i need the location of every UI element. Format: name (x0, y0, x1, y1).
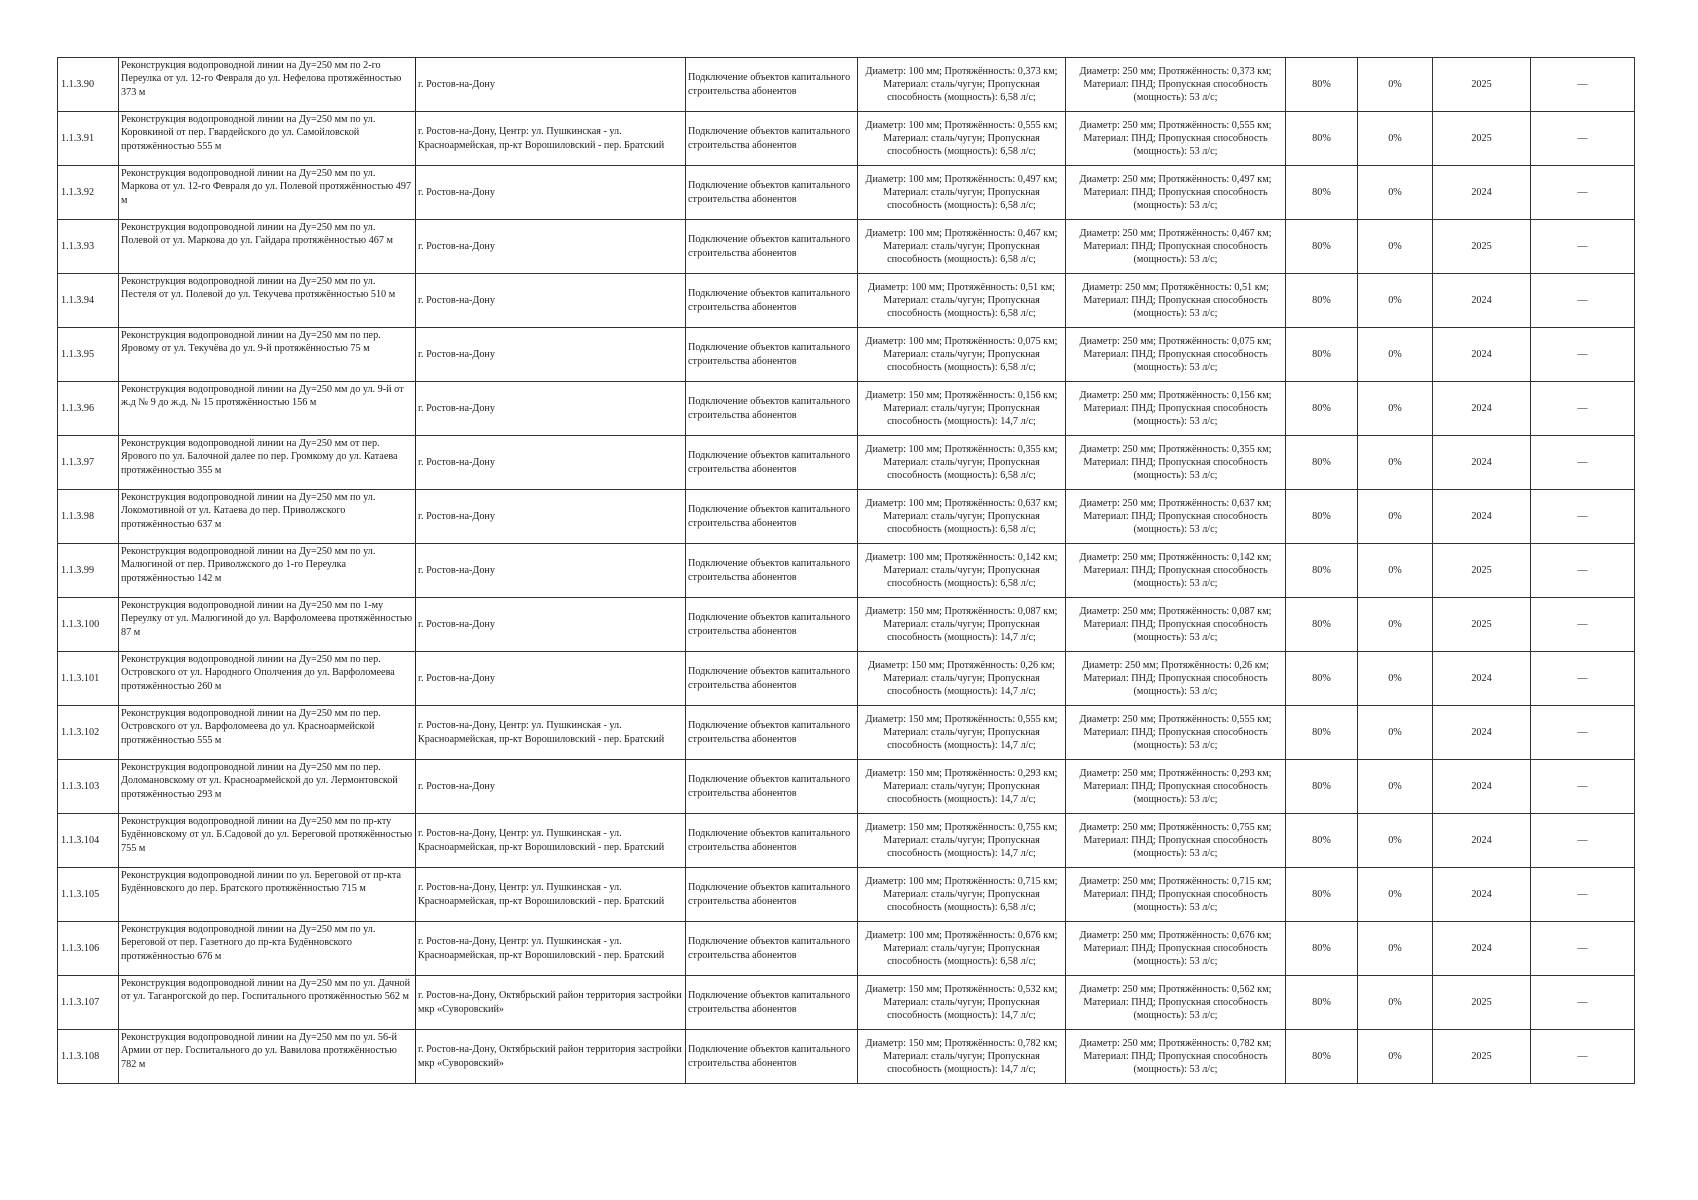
cell-wear-after: 0% (1358, 58, 1433, 112)
cell-params-before: Диаметр: 150 мм; Протяжённость: 0,782 км; Материал: сталь/чугун; Пропускная способность (мощность): 14,7 л/с; (858, 1030, 1066, 1084)
cell-params-before: Диаметр: 100 мм; Протяжённость: 0,373 км; Материал: сталь/чугун; Пропускная способность (мощность): 6,58 л/с; (858, 58, 1066, 112)
cell-params-after: Диаметр: 250 мм; Протяжённость: 0,467 км; Материал: ПНД; Пропускная способность (мощность): 53 л/с; (1066, 220, 1286, 274)
cell-wear-after: 0% (1358, 814, 1433, 868)
cell-number: 1.1.3.98 (58, 490, 119, 544)
cell-params-before: Диаметр: 100 мм; Протяжённость: 0,355 км; Материал: сталь/чугун; Пропускная способность (мощность): 6,58 л/с; (858, 436, 1066, 490)
cell-note: — (1531, 436, 1635, 490)
cell-purpose: Подключение объектов капитального строительства абонентов (686, 328, 858, 382)
cell-number: 1.1.3.101 (58, 652, 119, 706)
cell-params-before: Диаметр: 150 мм; Протяжённость: 0,555 км; Материал: сталь/чугун; Пропускная способность (мощность): 14,7 л/с; (858, 706, 1066, 760)
cell-wear-before: 80% (1286, 436, 1358, 490)
cell-note: — (1531, 1030, 1635, 1084)
cell-note: — (1531, 598, 1635, 652)
cell-params-before: Диаметр: 100 мм; Протяжённость: 0,637 км; Материал: сталь/чугун; Пропускная способность (мощность): 6,58 л/с; (858, 490, 1066, 544)
cell-location: г. Ростов-на-Дону, Октябрьский район территория застройки мкр «Суворовский» (416, 976, 686, 1030)
cell-year: 2025 (1433, 58, 1531, 112)
cell-purpose: Подключение объектов капитального строительства абонентов (686, 274, 858, 328)
cell-purpose: Подключение объектов капитального строительства абонентов (686, 166, 858, 220)
cell-params-after: Диаметр: 250 мм; Протяжённость: 0,075 км; Материал: ПНД; Пропускная способность (мощность): 53 л/с; (1066, 328, 1286, 382)
cell-location: г. Ростов-на-Дону (416, 490, 686, 544)
cell-project-name: Реконструкция водопроводной линии на Ду=250 мм до ул. 9-й от ж.д № 9 до ж.д. № 15 протяжённостью 156 м (119, 382, 416, 436)
cell-purpose: Подключение объектов капитального строительства абонентов (686, 58, 858, 112)
cell-project-name: Реконструкция водопроводной линии по ул. Береговой от пр-кта Будённовского до пер. Братского протяжённостью 715 м (119, 868, 416, 922)
cell-wear-before: 80% (1286, 544, 1358, 598)
cell-note: — (1531, 652, 1635, 706)
cell-number: 1.1.3.95 (58, 328, 119, 382)
cell-params-after: Диаметр: 250 мм; Протяжённость: 0,715 км; Материал: ПНД; Пропускная способность (мощность): 53 л/с; (1066, 868, 1286, 922)
cell-project-name: Реконструкция водопроводной линии на Ду=250 мм по ул. Локомотивной от ул. Катаева до пер. Приволжского протяжённостью 637 м (119, 490, 416, 544)
cell-location: г. Ростов-на-Дону, Центр: ул. Пушкинская - ул. Красноармейская, пр-кт Ворошиловский - пер. Братский (416, 922, 686, 976)
cell-purpose: Подключение объектов капитального строительства абонентов (686, 868, 858, 922)
cell-location: г. Ростов-на-Дону (416, 760, 686, 814)
cell-purpose: Подключение объектов капитального строительства абонентов (686, 598, 858, 652)
cell-note: — (1531, 112, 1635, 166)
cell-params-before: Диаметр: 100 мм; Протяжённость: 0,142 км; Материал: сталь/чугун; Пропускная способность (мощность): 6,58 л/с; (858, 544, 1066, 598)
cell-params-after: Диаметр: 250 мм; Протяжённость: 0,51 км; Материал: ПНД; Пропускная способность (мощность): 53 л/с; (1066, 274, 1286, 328)
cell-project-name: Реконструкция водопроводной линии на Ду=250 мм по ул. Малюгиной от пер. Приволжского до 1-го Переулка протяжённостью 142 м (119, 544, 416, 598)
cell-params-after: Диаметр: 250 мм; Протяжённость: 0,293 км; Материал: ПНД; Пропускная способность (мощность): 53 л/с; (1066, 760, 1286, 814)
cell-purpose: Подключение объектов капитального строительства абонентов (686, 706, 858, 760)
cell-project-name: Реконструкция водопроводной линии на Ду=250 мм по ул. 56-й Армии от пер. Госпитального до ул. Вавилова протяжённостью 782 м (119, 1030, 416, 1084)
cell-wear-after: 0% (1358, 976, 1433, 1030)
cell-wear-before: 80% (1286, 598, 1358, 652)
table-row (58, 544, 1635, 598)
cell-wear-after: 0% (1358, 652, 1433, 706)
cell-wear-before: 80% (1286, 922, 1358, 976)
cell-number: 1.1.3.93 (58, 220, 119, 274)
cell-year: 2025 (1433, 112, 1531, 166)
cell-note: — (1531, 544, 1635, 598)
cell-location: г. Ростов-на-Дону, Центр: ул. Пушкинская - ул. Красноармейская, пр-кт Ворошиловский - пер. Братский (416, 112, 686, 166)
cell-purpose: Подключение объектов капитального строительства абонентов (686, 760, 858, 814)
cell-note: — (1531, 166, 1635, 220)
cell-wear-after: 0% (1358, 220, 1433, 274)
cell-wear-after: 0% (1358, 328, 1433, 382)
cell-year: 2024 (1433, 868, 1531, 922)
cell-params-before: Диаметр: 150 мм; Протяжённость: 0,156 км; Материал: сталь/чугун; Пропускная способность (мощность): 14,7 л/с; (858, 382, 1066, 436)
cell-year: 2024 (1433, 166, 1531, 220)
cell-params-after: Диаметр: 250 мм; Протяжённость: 0,782 км; Материал: ПНД; Пропускная способность (мощность): 53 л/с; (1066, 1030, 1286, 1084)
cell-note: — (1531, 58, 1635, 112)
cell-purpose: Подключение объектов капитального строительства абонентов (686, 1030, 858, 1084)
cell-params-before: Диаметр: 100 мм; Протяжённость: 0,51 км; Материал: сталь/чугун; Пропускная способность (мощность): 6,58 л/с; (858, 274, 1066, 328)
cell-params-after: Диаметр: 250 мм; Протяжённость: 0,373 км; Материал: ПНД; Пропускная способность (мощность): 53 л/с; (1066, 58, 1286, 112)
cell-wear-after: 0% (1358, 382, 1433, 436)
table-row (58, 814, 1635, 868)
cell-location: г. Ростов-на-Дону, Октябрьский район территория застройки мкр «Суворовский» (416, 1030, 686, 1084)
cell-project-name: Реконструкция водопроводной линии на Ду=250 мм от пер. Ярового по ул. Балочной далее по пер. Громкому до ул. Катаева протяжённостью 355 м (119, 436, 416, 490)
table-row (58, 436, 1635, 490)
cell-location: г. Ростов-на-Дону (416, 382, 686, 436)
cell-wear-after: 0% (1358, 166, 1433, 220)
cell-number: 1.1.3.99 (58, 544, 119, 598)
cell-location: г. Ростов-на-Дону (416, 274, 686, 328)
cell-params-before: Диаметр: 150 мм; Протяжённость: 0,532 км; Материал: сталь/чугун; Пропускная способность (мощность): 14,7 л/с; (858, 976, 1066, 1030)
cell-location: г. Ростов-на-Дону (416, 652, 686, 706)
cell-note: — (1531, 274, 1635, 328)
cell-wear-before: 80% (1286, 706, 1358, 760)
cell-location: г. Ростов-на-Дону (416, 328, 686, 382)
cell-number: 1.1.3.103 (58, 760, 119, 814)
cell-note: — (1531, 328, 1635, 382)
cell-year: 2025 (1433, 1030, 1531, 1084)
cell-note: — (1531, 814, 1635, 868)
cell-number: 1.1.3.105 (58, 868, 119, 922)
cell-wear-after: 0% (1358, 436, 1433, 490)
cell-purpose: Подключение объектов капитального строительства абонентов (686, 382, 858, 436)
cell-params-after: Диаметр: 250 мм; Протяжённость: 0,142 км; Материал: ПНД; Пропускная способность (мощность): 53 л/с; (1066, 544, 1286, 598)
cell-project-name: Реконструкция водопроводной линии на Ду=250 мм по 2-го Переулка от ул. 12-го Февраля до ул. Нефелова протяжённостью 373 м (119, 58, 416, 112)
cell-note: — (1531, 706, 1635, 760)
cell-number: 1.1.3.102 (58, 706, 119, 760)
cell-note: — (1531, 220, 1635, 274)
table-row (58, 220, 1635, 274)
cell-number: 1.1.3.104 (58, 814, 119, 868)
cell-purpose: Подключение объектов капитального строительства абонентов (686, 436, 858, 490)
table-row (58, 760, 1635, 814)
cell-wear-before: 80% (1286, 382, 1358, 436)
cell-project-name: Реконструкция водопроводной линии на Ду=250 мм по ул. Полевой от ул. Маркова до ул. Гайдара протяжённостью 467 м (119, 220, 416, 274)
cell-note: — (1531, 868, 1635, 922)
cell-wear-before: 80% (1286, 274, 1358, 328)
cell-wear-after: 0% (1358, 760, 1433, 814)
cell-wear-before: 80% (1286, 814, 1358, 868)
cell-purpose: Подключение объектов капитального строительства абонентов (686, 814, 858, 868)
table-row (58, 706, 1635, 760)
table-row (58, 382, 1635, 436)
cell-year: 2024 (1433, 274, 1531, 328)
table-body (58, 58, 1635, 1084)
table-row (58, 166, 1635, 220)
cell-project-name: Реконструкция водопроводной линии на Ду=250 мм по пер. Островского от ул. Варфоломеева до ул. Красноармейской протяжённостью 555 м (119, 706, 416, 760)
cell-params-after: Диаметр: 250 мм; Протяжённость: 0,156 км; Материал: ПНД; Пропускная способность (мощность): 53 л/с; (1066, 382, 1286, 436)
cell-wear-after: 0% (1358, 274, 1433, 328)
cell-note: — (1531, 382, 1635, 436)
cell-wear-before: 80% (1286, 868, 1358, 922)
table-row (58, 652, 1635, 706)
cell-wear-before: 80% (1286, 220, 1358, 274)
table-row (58, 976, 1635, 1030)
cell-wear-after: 0% (1358, 1030, 1433, 1084)
cell-project-name: Реконструкция водопроводной линии на Ду=250 мм по 1-му Переулку от ул. Малюгиной до ул. Варфоломеева протяжённостью 87 м (119, 598, 416, 652)
cell-params-before: Диаметр: 100 мм; Протяжённость: 0,715 км; Материал: сталь/чугун; Пропускная способность (мощность): 6,58 л/с; (858, 868, 1066, 922)
cell-number: 1.1.3.97 (58, 436, 119, 490)
cell-params-before: Диаметр: 100 мм; Протяжённость: 0,676 км; Материал: сталь/чугун; Пропускная способность (мощность): 6,58 л/с; (858, 922, 1066, 976)
cell-wear-before: 80% (1286, 976, 1358, 1030)
cell-wear-before: 80% (1286, 652, 1358, 706)
table-row (58, 922, 1635, 976)
cell-note: — (1531, 490, 1635, 544)
table-row (58, 598, 1635, 652)
cell-location: г. Ростов-на-Дону (416, 436, 686, 490)
cell-location: г. Ростов-на-Дону (416, 598, 686, 652)
cell-year: 2025 (1433, 544, 1531, 598)
cell-location: г. Ростов-на-Дону, Центр: ул. Пушкинская - ул. Красноармейская, пр-кт Ворошиловский - пер. Братский (416, 868, 686, 922)
cell-params-before: Диаметр: 100 мм; Протяжённость: 0,497 км; Материал: сталь/чугун; Пропускная способность (мощность): 6,58 л/с; (858, 166, 1066, 220)
cell-wear-before: 80% (1286, 112, 1358, 166)
cell-purpose: Подключение объектов капитального строительства абонентов (686, 652, 858, 706)
cell-params-before: Диаметр: 150 мм; Протяжённость: 0,755 км; Материал: сталь/чугун; Пропускная способность (мощность): 14,7 л/с; (858, 814, 1066, 868)
cell-params-after: Диаметр: 250 мм; Протяжённость: 0,555 км; Материал: ПНД; Пропускная способность (мощность): 53 л/с; (1066, 706, 1286, 760)
table-row (58, 868, 1635, 922)
cell-number: 1.1.3.91 (58, 112, 119, 166)
cell-wear-after: 0% (1358, 706, 1433, 760)
cell-params-before: Диаметр: 100 мм; Протяжённость: 0,075 км; Материал: сталь/чугун; Пропускная способность (мощность): 6,58 л/с; (858, 328, 1066, 382)
cell-wear-before: 80% (1286, 58, 1358, 112)
cell-number: 1.1.3.96 (58, 382, 119, 436)
cell-purpose: Подключение объектов капитального строительства абонентов (686, 112, 858, 166)
table-row (58, 274, 1635, 328)
cell-number: 1.1.3.90 (58, 58, 119, 112)
cell-params-after: Диаметр: 250 мм; Протяжённость: 0,555 км; Материал: ПНД; Пропускная способность (мощность): 53 л/с; (1066, 112, 1286, 166)
cell-year: 2024 (1433, 652, 1531, 706)
table-row (58, 1030, 1635, 1084)
cell-wear-after: 0% (1358, 598, 1433, 652)
cell-year: 2024 (1433, 382, 1531, 436)
cell-params-before: Диаметр: 100 мм; Протяжённость: 0,467 км; Материал: сталь/чугун; Пропускная способность (мощность): 6,58 л/с; (858, 220, 1066, 274)
cell-purpose: Подключение объектов капитального строительства абонентов (686, 976, 858, 1030)
cell-location: г. Ростов-на-Дону, Центр: ул. Пушкинская - ул. Красноармейская, пр-кт Ворошиловский - пер. Братский (416, 814, 686, 868)
cell-year: 2024 (1433, 922, 1531, 976)
cell-params-after: Диаметр: 250 мм; Протяжённость: 0,676 км; Материал: ПНД; Пропускная способность (мощность): 53 л/с; (1066, 922, 1286, 976)
cell-params-before: Диаметр: 150 мм; Протяжённость: 0,26 км; Материал: сталь/чугун; Пропускная способность (мощность): 14,7 л/с; (858, 652, 1066, 706)
cell-wear-before: 80% (1286, 166, 1358, 220)
cell-project-name: Реконструкция водопроводной линии на Ду=250 мм по пер. Островского от ул. Народного Ополчения до ул. Варфоломеева протяжённостью 260 м (119, 652, 416, 706)
cell-number: 1.1.3.106 (58, 922, 119, 976)
cell-project-name: Реконструкция водопроводной линии на Ду=250 мм по ул. Маркова от ул. 12-го Февраля до ул. Полевой протяжённостью 497 м (119, 166, 416, 220)
cell-location: г. Ростов-на-Дону, Центр: ул. Пушкинская - ул. Красноармейская, пр-кт Ворошиловский - пер. Братский (416, 706, 686, 760)
cell-location: г. Ростов-на-Дону (416, 220, 686, 274)
cell-year: 2024 (1433, 436, 1531, 490)
cell-project-name: Реконструкция водопроводной линии на Ду=250 мм по ул. Дачной от ул. Таганрогской до пер. Госпитального протяжённостью 562 м (119, 976, 416, 1030)
cell-purpose: Подключение объектов капитального строительства абонентов (686, 544, 858, 598)
cell-year: 2025 (1433, 976, 1531, 1030)
cell-year: 2024 (1433, 814, 1531, 868)
table-row (58, 328, 1635, 382)
cell-project-name: Реконструкция водопроводной линии на Ду=250 мм по пр-кту Будённовскому от ул. Б.Садовой до ул. Береговой протяжённостью 755 м (119, 814, 416, 868)
cell-purpose: Подключение объектов капитального строительства абонентов (686, 922, 858, 976)
cell-project-name: Реконструкция водопроводной линии на Ду=250 мм по ул. Коровкиной от пер. Гвардейского до ул. Самойловской протяжённостью 555 м (119, 112, 416, 166)
table-row (58, 58, 1635, 112)
cell-number: 1.1.3.107 (58, 976, 119, 1030)
cell-purpose: Подключение объектов капитального строительства абонентов (686, 490, 858, 544)
cell-project-name: Реконструкция водопроводной линии на Ду=250 мм по ул. Береговой от пер. Газетного до пр-кта Будённовского протяжённостью 676 м (119, 922, 416, 976)
cell-year: 2024 (1433, 328, 1531, 382)
cell-wear-after: 0% (1358, 544, 1433, 598)
cell-params-after: Диаметр: 250 мм; Протяжённость: 0,497 км; Материал: ПНД; Пропускная способность (мощность): 53 л/с; (1066, 166, 1286, 220)
cell-wear-after: 0% (1358, 868, 1433, 922)
cell-wear-after: 0% (1358, 922, 1433, 976)
cell-location: г. Ростов-на-Дону (416, 544, 686, 598)
projects-table (57, 57, 1635, 1084)
cell-params-after: Диаметр: 250 мм; Протяжённость: 0,26 км; Материал: ПНД; Пропускная способность (мощность): 53 л/с; (1066, 652, 1286, 706)
cell-number: 1.1.3.92 (58, 166, 119, 220)
cell-wear-before: 80% (1286, 328, 1358, 382)
cell-project-name: Реконструкция водопроводной линии на Ду=250 мм по ул. Пестеля от ул. Полевой до ул. Текучева протяжённостью 510 м (119, 274, 416, 328)
cell-params-after: Диаметр: 250 мм; Протяжённость: 0,637 км; Материал: ПНД; Пропускная способность (мощность): 53 л/с; (1066, 490, 1286, 544)
cell-wear-after: 0% (1358, 490, 1433, 544)
cell-params-after: Диаметр: 250 мм; Протяжённость: 0,087 км; Материал: ПНД; Пропускная способность (мощность): 53 л/с; (1066, 598, 1286, 652)
cell-project-name: Реконструкция водопроводной линии на Ду=250 мм по пер. Яровому от ул. Текучёва до ул. 9-й протяжённостью 75 м (119, 328, 416, 382)
cell-note: — (1531, 976, 1635, 1030)
cell-params-after: Диаметр: 250 мм; Протяжённость: 0,355 км; Материал: ПНД; Пропускная способность (мощность): 53 л/с; (1066, 436, 1286, 490)
cell-params-before: Диаметр: 100 мм; Протяжённость: 0,555 км; Материал: сталь/чугун; Пропускная способность (мощность): 6,58 л/с; (858, 112, 1066, 166)
table-row (58, 490, 1635, 544)
cell-year: 2025 (1433, 220, 1531, 274)
cell-wear-after: 0% (1358, 112, 1433, 166)
cell-year: 2025 (1433, 598, 1531, 652)
cell-location: г. Ростов-на-Дону (416, 166, 686, 220)
cell-number: 1.1.3.108 (58, 1030, 119, 1084)
cell-year: 2024 (1433, 760, 1531, 814)
cell-wear-before: 80% (1286, 760, 1358, 814)
cell-params-after: Диаметр: 250 мм; Протяжённость: 0,755 км; Материал: ПНД; Пропускная способность (мощность): 53 л/с; (1066, 814, 1286, 868)
cell-number: 1.1.3.100 (58, 598, 119, 652)
cell-note: — (1531, 922, 1635, 976)
cell-params-after: Диаметр: 250 мм; Протяжённость: 0,562 км; Материал: ПНД; Пропускная способность (мощность): 53 л/с; (1066, 976, 1286, 1030)
cell-wear-before: 80% (1286, 490, 1358, 544)
cell-location: г. Ростов-на-Дону (416, 58, 686, 112)
document-page (57, 57, 1635, 1084)
cell-params-before: Диаметр: 150 мм; Протяжённость: 0,087 км; Материал: сталь/чугун; Пропускная способность (мощность): 14,7 л/с; (858, 598, 1066, 652)
cell-project-name: Реконструкция водопроводной линии на Ду=250 мм по пер. Доломановскому от ул. Красноармейской до ул. Лермонтовской протяжённостью 293 м (119, 760, 416, 814)
cell-params-before: Диаметр: 150 мм; Протяжённость: 0,293 км; Материал: сталь/чугун; Пропускная способность (мощность): 14,7 л/с; (858, 760, 1066, 814)
cell-wear-before: 80% (1286, 1030, 1358, 1084)
table-row (58, 112, 1635, 166)
cell-note: — (1531, 760, 1635, 814)
cell-purpose: Подключение объектов капитального строительства абонентов (686, 220, 858, 274)
cell-year: 2024 (1433, 706, 1531, 760)
cell-year: 2024 (1433, 490, 1531, 544)
cell-number: 1.1.3.94 (58, 274, 119, 328)
